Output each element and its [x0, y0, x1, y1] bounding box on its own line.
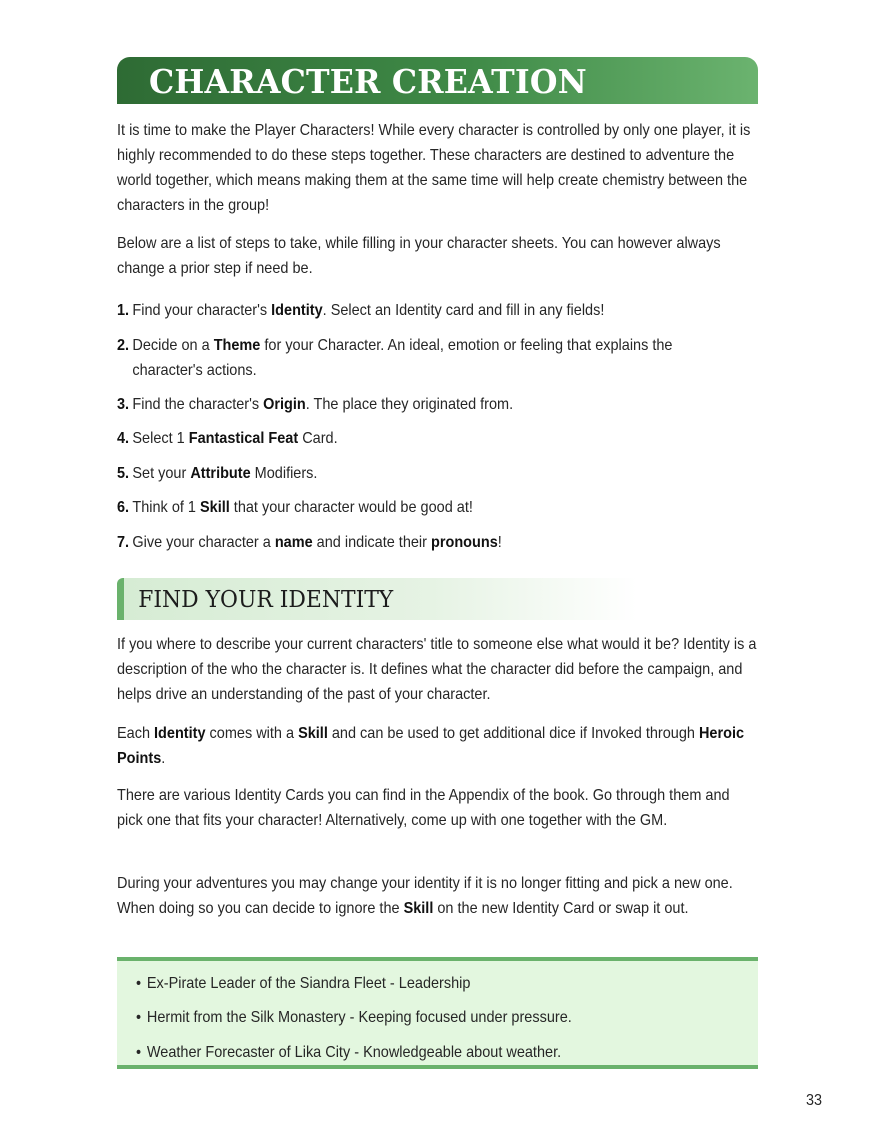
identity-paragraph-1: If you where to describe your current characters' title to someone else what would it be? Identity is a description of the who the character is. It defines what the character did before the campaign, and helps drive an understanding of the past of your character.	[117, 636, 757, 703]
step-1: 1. Find your character's Identity. Select an Identity card and fill in any fields!	[117, 302, 605, 319]
list-item: • Ex-Pirate Leader of the Siandra Fleet - Leadership	[136, 975, 471, 992]
page-title: CHARACTER CREATION	[149, 62, 587, 101]
step-7: 7. Give your character a name and indicate their pronouns!	[117, 534, 502, 551]
step-6: 6. Think of 1 Skill that your character would be good at!	[117, 499, 473, 516]
identity-paragraph-2: Each Identity comes with a Skill and can be used to get additional dice if Invoked through Heroic Points.	[117, 725, 745, 767]
identity-examples-box	[117, 957, 758, 1069]
step-4: 4. Select 1 Fantastical Feat Card.	[117, 430, 338, 447]
identity-paragraph-4: During your adventures you may change your identity if it is no longer fitting and pick a new one. When doing so you can decide to ignore the Skill on the new Identity Card or swap it out.	[117, 875, 733, 917]
step-2: 2. Decide on a Theme for your Character. An ideal, emotion or feeling that explains the character's actions.	[117, 337, 673, 379]
subsection-heading-banner	[117, 578, 637, 620]
list-item: • Weather Forecaster of Lika City - Knowledgeable about weather.	[136, 1044, 562, 1061]
step-5: 5. Set your Attribute Modifiers.	[117, 465, 318, 482]
section-title-banner	[117, 57, 758, 104]
page-number: 33	[806, 1092, 823, 1109]
list-item: • Hermit from the Silk Monastery - Keeping focused under pressure.	[136, 1009, 572, 1026]
identity-paragraph-3: There are various Identity Cards you can find in the Appendix of the book. Go through them and pick one that fits your character! Alternatively, come up with one together with the GM.	[117, 787, 730, 829]
intro-paragraph-2: Below are a list of steps to take, while filling in your character sheets. You can however always change a prior step if need be.	[117, 235, 721, 277]
step-3: 3. Find the character's Origin. The place they originated from.	[117, 396, 514, 413]
intro-paragraph-1: It is time to make the Player Characters! While every character is controlled by only one player, it is highly recommended to do these steps together. These characters are destined to adventure the world together, which means making them at the same time will help create chemistry between the characters in the group!	[117, 122, 751, 214]
subsection-heading: FIND YOUR IDENTITY	[138, 587, 394, 613]
